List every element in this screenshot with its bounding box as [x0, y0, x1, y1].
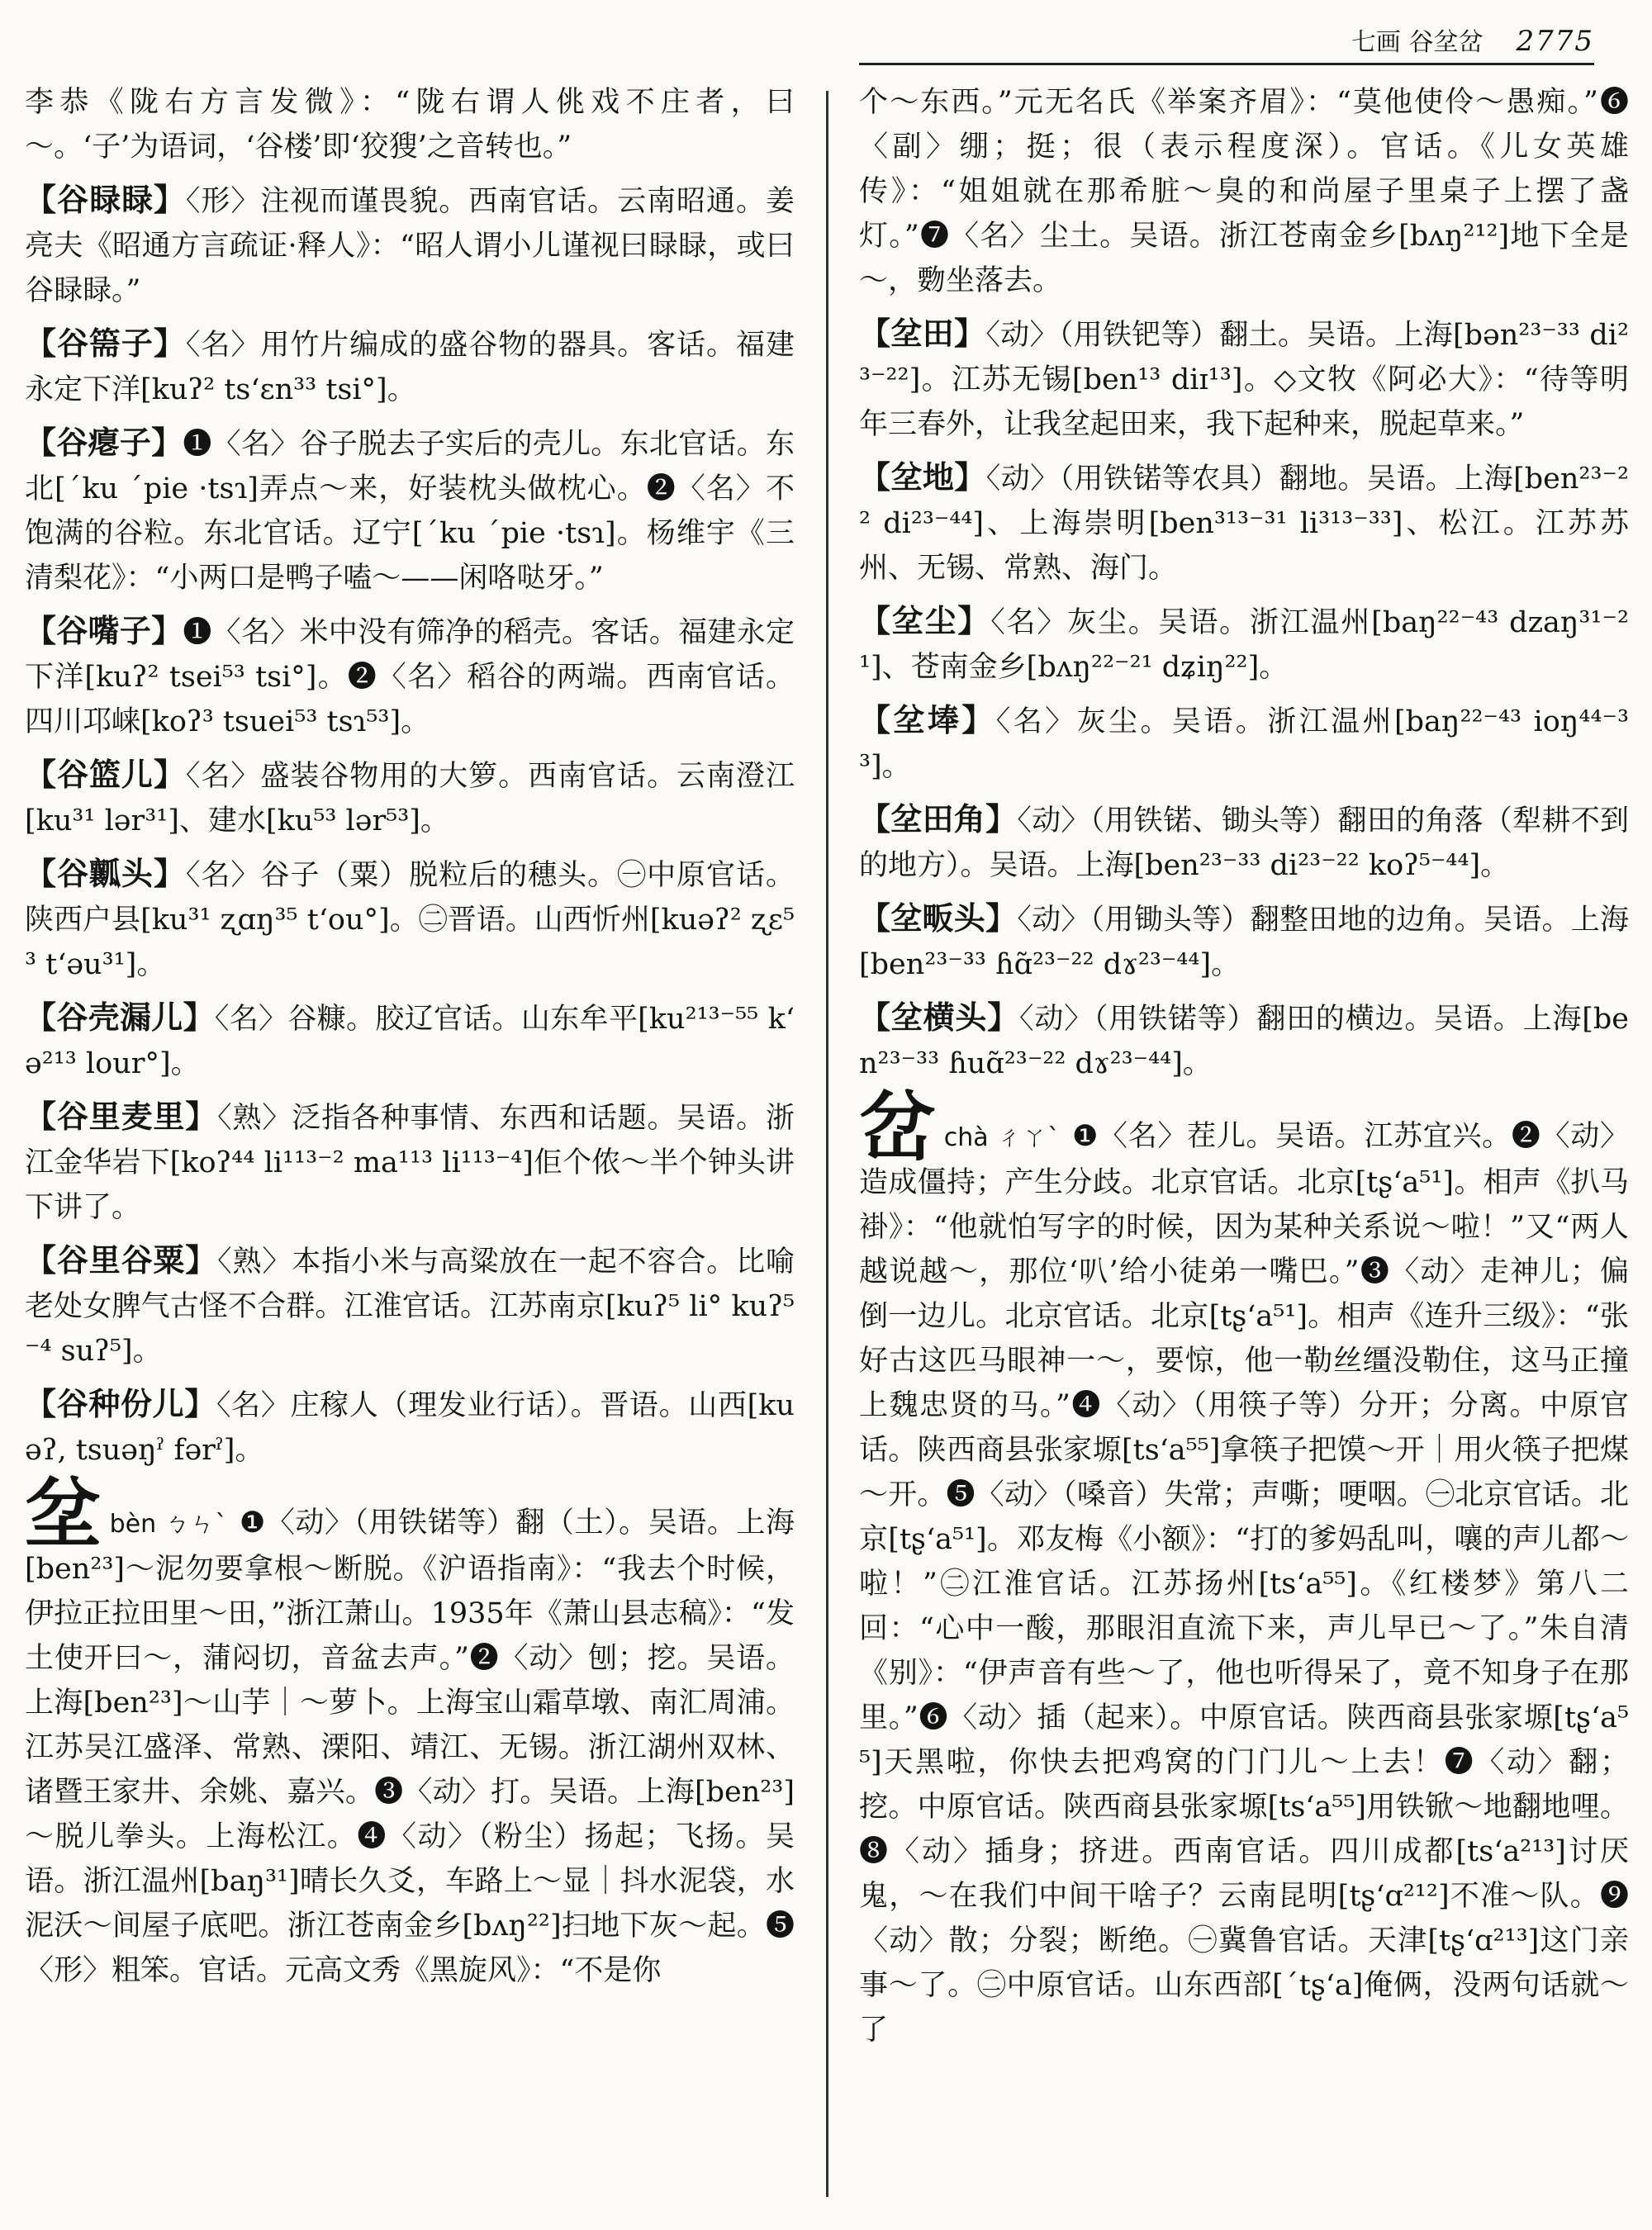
entry	[25, 609, 795, 744]
headword: 【谷瘪子】	[25, 425, 183, 461]
entry-body: 〈名〉灰尘。吴语。浙江温州[baŋ²²⁻⁴³ ioŋ⁴⁴⁻³³]。	[859, 705, 1629, 783]
entry-body: 〈动〉（用铁钯等）翻土。吴语。上海[bən²³⁻³³ di²³⁻²²]。江苏无锡[ben¹³ diɪ¹³]。◇文牧《阿必大》：“待等明年三春外，让我坌起田来，我下起种来，脱起草来。”	[859, 319, 1629, 441]
head-character-entry	[25, 1469, 795, 1993]
head-character-entry	[859, 1083, 1629, 2052]
entry	[25, 321, 795, 412]
entry	[859, 995, 1629, 1086]
entry-body: 〈动〉（用铁锘等农具）翻地。吴语。上海[ben²³⁻²² di²³⁻⁴⁴]、上海崇明[ben³¹³⁻³¹ li³¹³⁻³³]、松江。江苏苏州、无锡、常熟、海门。	[859, 463, 1629, 585]
head-character: 坌	[25, 1469, 102, 1559]
right-column	[859, 78, 1629, 2061]
entry-body: ❶〈名〉谷子脱去子实后的壳儿。东北官话。东北[ˊku ˊpie ·tsɿ]弄点～来，好装枕头做枕心。❷〈名〉不饱满的谷粒。东北官话。辽宁[ˊku ˊpie ·tsɿ]。杨维宇《三清梨花》：“小两口是鸭子嗑～——闲咯哒牙。”	[25, 428, 795, 595]
headword: 【坌横头】	[859, 999, 1020, 1036]
entry	[859, 311, 1629, 447]
entry	[25, 995, 795, 1086]
headword: 【坌尘】	[859, 603, 991, 639]
entry-body: ❶〈名〉米中没有筛净的稻壳。客话。福建永定下洋[kuʔ² tsei⁵³ tsi°]。❷〈名〉稻谷的两端。西南官话。四川邛崃[koʔ³ tsuei⁵³ tsɿ⁵³]。	[25, 616, 795, 738]
entry	[859, 698, 1629, 789]
entry-body: 〈熟〉本指小米与高粱放在一起不容合。比喻老处女脾气古怪不合群。江淮官话。江苏南京[kuʔ⁵ li° kuʔ⁵⁻⁴ suʔ⁵]。	[25, 1245, 795, 1368]
entry-body: ❶〈名〉茬儿。吴语。江苏宜兴。❷〈动〉造成僵持；产生分歧。北京官话。北京[tʂʻa⁵¹]。相声《扒马褂》：“他就怕写字的时候，因为某种关系说～啦！”又“两人越说越～，那位‘叭’给小徒弟一嘴巴。”❸〈动〉走神儿；偏倒一边儿。北京官话。北京[tʂʻa⁵¹]。相声《连升三级》：“张好古这匹马眼神一～，要惊，他一勒丝缰没勒住，这马正撞上魏忠贤的马。”❹〈动〉（用筷子等）分开；分离。中原官话。陕西商县张家塬[tsʻa⁵⁵]拿筷子把馍～开｜用火筷子把煤～开。❺〈动〉（嗓音）失常；声嘶；哽咽。㊀北京官话。北京[tʂʻa⁵¹]。邓友梅《小额》：“打的爹妈乱叫，嚷的声儿都～啦！”㊁江淮官话。江苏扬州[tsʻa⁵⁵]。《红楼梦》第八二回：“心中一酸，那眼泪直流下来，声儿早已～了。”朱自清《别》：“伊声音有些～了，他也听得呆了，竟不知身子在那里。”❻〈动〉插（起来）。中原官话。陕西商县张家塬[tʂʻa⁵⁵]天黑啦，你快去把鸡窝的门门儿～上去！❼〈动〉翻；挖。中原官话。陕西商县张家塬[tsʻa⁵⁵]用铁锨～地翻地哩。❽〈动〉插身；挤进。西南官话。四川成都[tsʻa²¹³]讨厌鬼，～在我们中间干啥子？云南昆明[tʂʻɑ²¹²]不准～队。❾〈动〉散；分裂；断绝。㊀冀鲁官话。天津[tʂʻɑ²¹³]这门亲事～了。㊁中原官话。山东西部[ˊtʂʻa]俺俩，没两句话就～了	[859, 1120, 1629, 2047]
headword: 【谷嘴子】	[25, 613, 183, 649]
headword: 【谷里麦里】	[25, 1098, 218, 1135]
entry-body: ❶〈动〉（用铁锘等）翻（土）。吴语。上海[ben²³]～泥勿要拿根～断脱。《沪语指南》：“我去个时候，伊拉正拉田里～田，”浙江萧山。1935年《萧山县志稿》：“发土使开曰～，蒲闷切，音盆去声。”❷〈动〉刨；挖。吴语。上海[ben²³]～山芋｜～萝卜。上海宝山霜草墩、南汇周浦。江苏吴江盛泽、常熟、溧阳、靖江、无锡。浙江湖州双林、诸暨王家井、余姚、嘉兴。❸〈动〉打。吴语。上海[ben²³]～脱儿拳头。上海松江。❹〈动〉（粉尘）扬起；飞扬。吴语。浙江温州[baŋ³¹]晴长久爻，车路上～显｜抖水泥袋，水泥沃～间屋子底吧。浙江苍南金乡[bʌŋ²²]扫地下灰～起。❺〈形〉粗笨。官话。元高文秀《黑旋风》：“不是你	[25, 1506, 795, 1987]
section-title: 七画 谷坌岔	[1351, 28, 1483, 57]
headword: 【谷壳漏儿】	[25, 999, 215, 1036]
entry-body: 〈名〉用竹片编成的盛谷物的器具。客话。福建永定下洋[kuʔ² tsʻɛn³³ tsi°]。	[25, 329, 795, 406]
entry-body: 〈名〉灰尘。吴语。浙江温州[baŋ²²⁻⁴³ dzaŋ³¹⁻²¹]、苍南金乡[bʌŋ²²⁻²¹ dʑiŋ²²]。	[859, 606, 1629, 684]
entry-body: 〈名〉谷糠。胶辽官话。山东牟平[ku²¹³⁻⁵⁵ kʻə²¹³ lour°]。	[25, 1003, 795, 1080]
entry-body: 李恭《陇右方言发微》：“陇右谓人佻戏不庄者，曰～。‘子’为语词，‘谷楼’即‘狡獀’之音转也。”	[25, 86, 795, 164]
column-divider	[826, 91, 828, 2197]
entry-body: 〈动〉（用铁锘等）翻田的横边。吴语。上海[ben²³⁻³³ ɦuɑ̃²³⁻²² dɤ²³⁻⁴⁴]。	[859, 1003, 1629, 1080]
head-character: 岔	[859, 1083, 936, 1172]
page-number: 2775	[1516, 25, 1594, 58]
running-head	[859, 15, 1594, 65]
headword: 【谷种份儿】	[25, 1386, 216, 1422]
entry	[25, 178, 795, 313]
entry-body: 〈形〉注视而谨畏貌。西南官话。云南昭通。姜亮夫《昭通方言疏证·释人》：“昭人谓小儿谨视曰睩睩，或曰谷睩睩。”	[25, 185, 795, 307]
headword: 【坌田角】	[859, 801, 1018, 837]
entry	[859, 455, 1629, 591]
headword: 【坌田】	[859, 316, 986, 352]
entry	[25, 752, 795, 843]
headword: 【谷篮儿】	[25, 757, 186, 793]
headword: 【谷瓤头】	[25, 856, 186, 892]
entry	[25, 1382, 795, 1473]
entry-body: 〈动〉（用铁锘、锄头等）翻田的角落（犁耕不到的地方）。吴语。上海[ben²³⁻³³ di²³⁻²² koʔ⁵⁻⁴⁴]。	[859, 804, 1629, 882]
entry	[25, 1094, 795, 1230]
headword: 【谷里谷粟】	[25, 1242, 218, 1279]
headword: 【坌地】	[859, 459, 986, 496]
entry-body: 〈名〉盛装谷物用的大箩。西南官话。云南澄江[ku³¹ lər³¹]、建水[ku⁵³ lər⁵³]。	[25, 760, 795, 837]
entry	[859, 896, 1629, 987]
entry-body: 个～东西。”元无名氏《举案齐眉》：“莫他使伶～愚痴。”❻〈副〉绷；挺；很（表示程度深）。官话。《儿女英雄传》：“姐姐就在那希脏～臭的和尚屋子里桌子上摆了盏灯。”❼〈名〉尘土。吴语。浙江苍南金乡[bʌŋ²¹²]地下全是～，覅坐落去。	[859, 86, 1629, 297]
entry	[859, 599, 1629, 690]
headword: 【坌畈头】	[859, 900, 1018, 937]
entry	[25, 420, 795, 600]
entry	[25, 1238, 795, 1374]
headword: 【坌埲】	[859, 702, 996, 738]
headword: 【谷篅子】	[25, 325, 186, 362]
entry-body: 〈名〉谷子（粟）脱粒后的穗头。㊀中原官话。陕西户县[ku³¹ ʐɑŋ³⁵ tʻou°]。㊁晋语。山西忻州[kuəʔ² ʐɛ⁵³ tʻəu³¹]。	[25, 859, 795, 981]
entry	[25, 78, 795, 169]
entry-body: 〈动〉（用锄头等）翻整田地的边角。吴语。上海[ben²³⁻³³ ɦɑ̃²³⁻²² dɤ²³⁻⁴⁴]。	[859, 904, 1629, 981]
left-column	[25, 78, 795, 2001]
pinyin: bèn ㄅㄣˋ	[109, 1510, 228, 1539]
pinyin: chà ㄔㄚˋ	[943, 1123, 1061, 1152]
entry	[859, 797, 1629, 888]
entry-body: 〈熟〉泛指各种事情、东西和话题。吴语。浙江金华岩下[koʔ⁴⁴ li¹¹³⁻² ma¹¹³ li¹¹³⁻⁴]佢个侬～半个钟头讲下讲了。	[25, 1102, 795, 1224]
entry	[859, 78, 1629, 303]
entry-body: 〈名〉庄稼人（理发业行话）。晋语。山西[kuəʔ, tsuəŋˀ fərˀ]。	[25, 1389, 795, 1467]
headword: 【谷睩睩】	[25, 182, 186, 218]
entry	[25, 852, 795, 987]
